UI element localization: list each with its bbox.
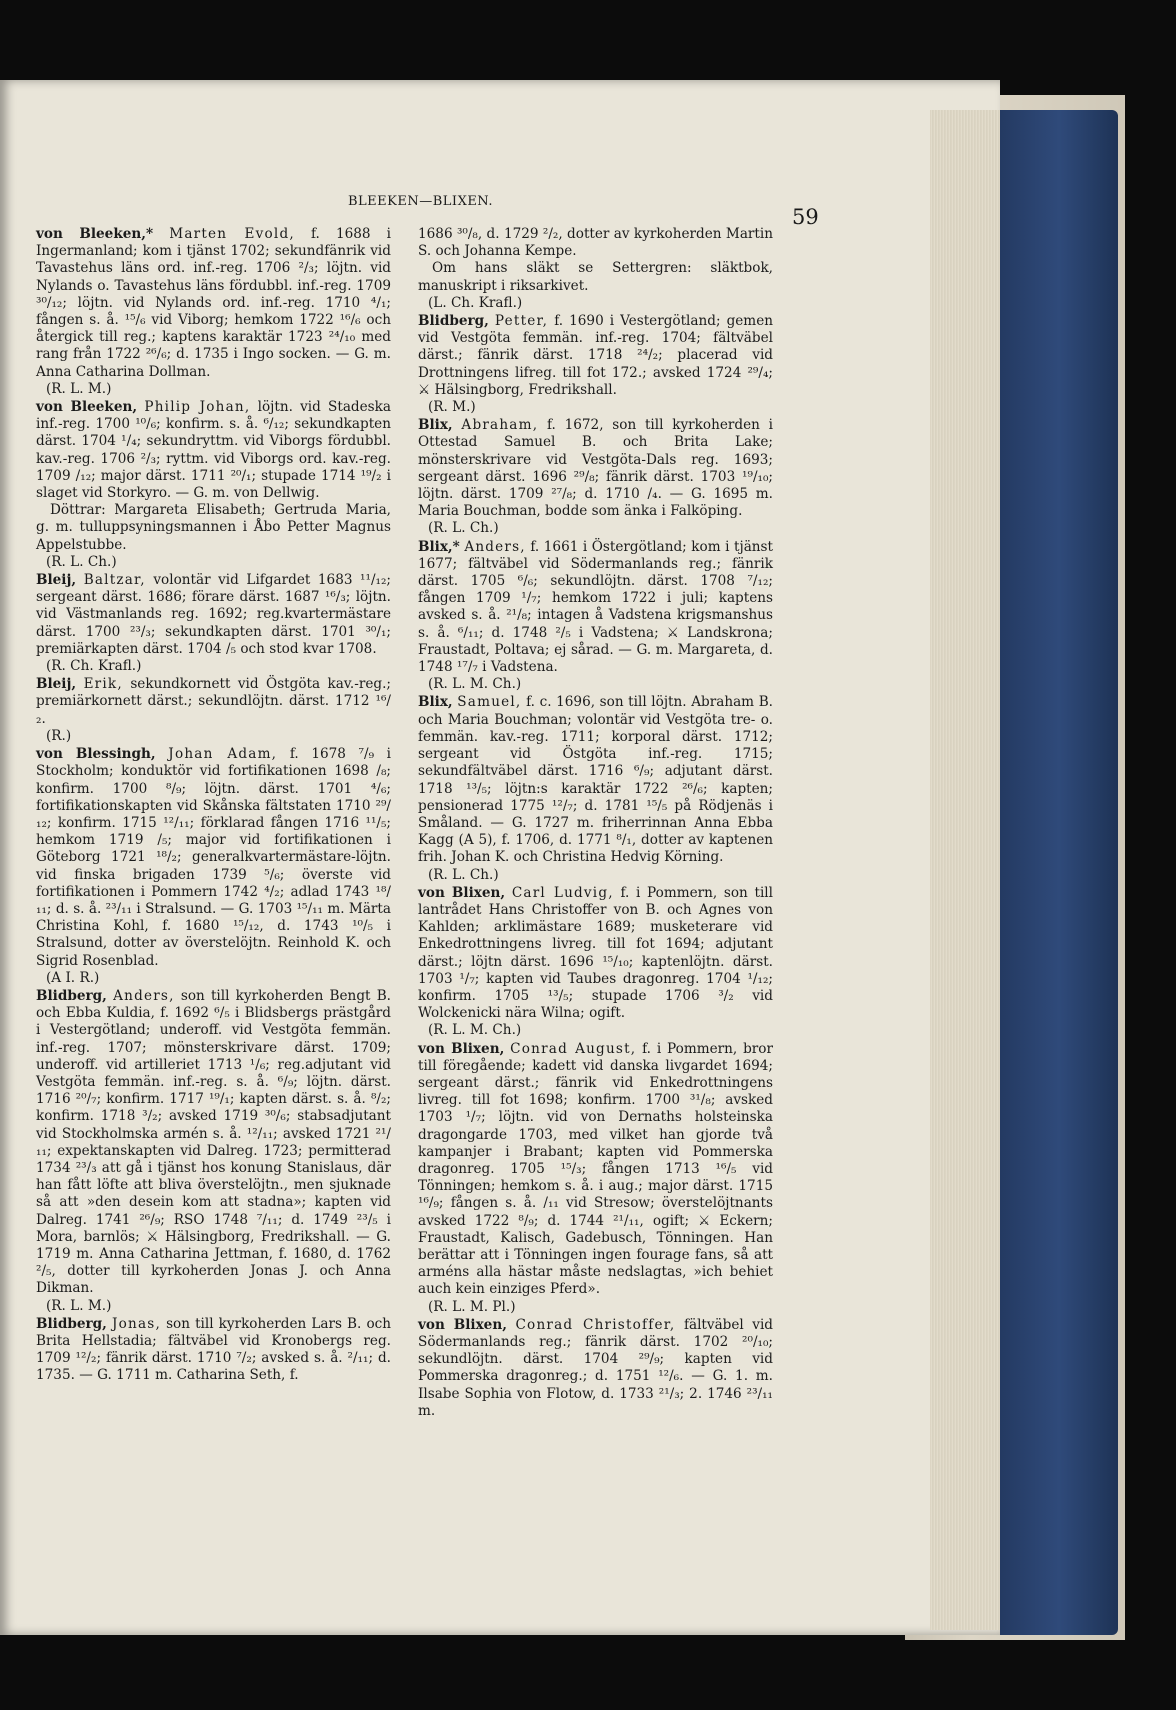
biography-entry xyxy=(418,1041,773,1316)
entry-paragraph xyxy=(418,694,773,866)
entry-text: volontär vid Lifgardet 1683 ¹¹/₁₂; sergeant därst. 1686; förare därst. 1687 ¹⁶/₃; löjtn. vid Västmanlands reg. 1692; reg.kvartermästare därst. 1700 ²³/₃; sekundkapten därst. 1701 ³⁰/₁; premiärkapten därst. 1704 /₅ och stod kvar 1708. xyxy=(36,572,391,657)
entry-source: (R. L. M. Ch.) xyxy=(428,1022,522,1039)
entry-paragraph xyxy=(418,226,773,260)
entry-paragraph xyxy=(418,539,773,677)
entry-text: f. 1678 ⁷/₉ i Stockholm; konduktör vid fortifikationen 1698 /₈; konfirm. 1700 ⁸/₉; löjtn. därst. 1701 ⁴/₆; fortifikationskapten vid Skånska fältstaten 1710 ²⁹/₁₂; konfirm. 1715 ¹²/₁₁; förklarad fången 1716 ¹¹/₅; hemkom 1719 /₅; major vid fortifikationen i Göteborg 1721 ¹⁸/₂; generalkvartermästare-löjtn. vid finska brigaden 1739 ⁵/₆; överste vid fortifikationen i Pommern 1742 ⁴/₂; adlad 1743 ¹⁸/₁₁; d. s. å. ²³/₁₁ i Stralsund. — G. 1703 ¹⁵/₁₁ m. Märta Christina Kohl, f. 1680 ¹⁵/₁₂, d. 1743 ¹⁰/₅ i Stralsund, dotter av överstelöjtn. Reinhold K. och Sigrid Rosenblad. xyxy=(36,746,391,969)
biography-entry xyxy=(36,1316,391,1385)
entry-given-names: Petter, xyxy=(494,313,549,330)
entry-source: (R.) xyxy=(46,727,72,744)
biography-entry xyxy=(418,539,773,694)
entry-text: 1686 ³⁰/₈, d. 1729 ²/₂, dotter av kyrkoherden Martin S. och Johanna Kempe. xyxy=(418,226,773,260)
biography-entry xyxy=(36,572,391,675)
book-cover xyxy=(1000,110,1118,1635)
entry-headword: von Blixen, xyxy=(418,884,506,901)
entry-given-names: Anders, xyxy=(113,987,175,1004)
entry-text: sekundkornett vid Östgöta kav.-reg.; premiärkornett därst.; sekundlöjtn. därst. 1712 ¹⁶/₂. xyxy=(36,676,391,727)
entry-given-names: Conrad Christoffer, xyxy=(515,1316,676,1333)
biography-entry xyxy=(36,399,391,571)
entry-paragraph xyxy=(418,1317,773,1420)
entry-source: (R. L. M.) xyxy=(46,380,112,397)
left-column xyxy=(36,226,391,1385)
entry-source: (R. L. Ch.) xyxy=(46,553,117,570)
entry-paragraph xyxy=(36,1316,391,1385)
entry-headword: von Blixen, xyxy=(418,1040,505,1057)
entry-given-names: Marten Evold, xyxy=(169,226,295,242)
entry-headword: Blidberg, xyxy=(418,313,489,330)
biography-entry xyxy=(418,1317,773,1420)
entry-headword: von Blessingh, xyxy=(36,746,156,763)
entry-paragraph xyxy=(36,399,391,502)
entry-given-names: Carl Ludvig, xyxy=(511,884,614,901)
entry-source: (R. L. M.) xyxy=(46,1297,112,1314)
entry-source: (R. L. Ch.) xyxy=(428,520,499,537)
entry-source: (R. L. Ch.) xyxy=(428,866,499,883)
entry-headword: Blix, xyxy=(418,417,453,434)
entry-given-names: Erik, xyxy=(83,676,123,693)
entry-paragraph xyxy=(36,676,391,728)
entry-given-names: Philip Johan, xyxy=(144,399,251,416)
entry-given-names: Abraham, xyxy=(461,417,539,434)
entry-headword: von Blixen, xyxy=(418,1316,507,1333)
entry-given-names: Baltzar, xyxy=(83,572,146,589)
right-column xyxy=(418,226,773,1420)
entry-paragraph xyxy=(418,313,773,399)
entry-headword: Bleij, xyxy=(36,676,77,693)
entry-headword: von Bleeken, xyxy=(36,399,138,416)
entry-paragraph xyxy=(418,260,773,294)
entry-text: f. c. 1696, son till löjtn. Abraham B. och Maria Bouchman; volontär vid Vestgöta tre- o. femmän. kav.-reg. 1711; korporal därst. 1712; sergeant vid Östgöta inf.-reg. 1715; sekundfältväbel därst. 1716 ⁶/₉; adjutant därst. 1718 ¹³/₅; löjtn:s karaktär 1722 ²⁶/₆; kapten; pensionerad 1775 ¹²/₇; d. 1781 ¹⁵/₅ på Rödjenäs i Småland. — G. 1727 m. friherrinnan Anna Ebba Kagg (A 5), f. 1706, d. 1771 ⁸/₁, dotter av kaptenen frih. Johan K. och Christina Hedvig Körning. xyxy=(418,694,774,866)
entry-given-names: Johan Adam, xyxy=(168,746,278,763)
biography-entry xyxy=(36,676,391,745)
entry-headword: Blidberg, xyxy=(36,1315,107,1332)
page-edges xyxy=(930,110,1000,1630)
entry-text: f. 1690 i Vestergötland; gemen vid Vestgöta femmän. inf.-reg. 1704; fältväbel därst.; fänrik därst. 1718 ²⁴/₂; placerad vid Drottningens lifreg. till fot 172.; avsked 1724 ²⁹/₄; ⚔ Hälsingborg, Fredrikshall. xyxy=(418,313,773,398)
biography-entry xyxy=(418,226,773,312)
biography-entry xyxy=(36,988,391,1315)
entry-headword: Blix,* xyxy=(418,538,460,555)
entry-source: (L. Ch. Krafl.) xyxy=(428,294,523,311)
entry-paragraph xyxy=(36,572,391,658)
entry-source: (R. L. M. Pl.) xyxy=(428,1298,516,1315)
entry-paragraph xyxy=(36,746,391,970)
page-number: 59 xyxy=(792,205,819,229)
entry-source: (R. M.) xyxy=(428,399,476,416)
entry-headword: Bleij, xyxy=(36,572,77,589)
biography-entry xyxy=(418,417,773,537)
entry-given-names: Samuel, xyxy=(457,694,522,711)
entry-text: f. i Pommern, son till lantrådet Hans Christoffer von B. och Agnes von Kahlden; arklimästare 1689; musketerare vid Enkedrottningens livreg. till fot 1694; adjutant därst.; löjtn därst. 1696 ¹⁵/₁₀; kaptenlöjtn. därst. 1703 ¹/₇; kapten vid Taubes dragonreg. 1704 ¹/₁₂; konfirm. 1705 ¹³/₅; stupade 1706 ³/₂ vid Wolckenicki nära Wilna; ogift. xyxy=(418,884,773,1022)
entry-given-names: Conrad August, xyxy=(510,1040,637,1057)
entry-paragraph xyxy=(418,1041,773,1299)
entry-text: f. 1672, son till kyrkoherden i Ottestad Samuel B. och Brita Lake; mönsterskrivare vid Vestgöta-Dals reg. 1693; sergeant därst. 1696 ²⁹/₈; fänrik därst. 1703 ¹⁹/₁₀; löjtn. därst. 1709 ²⁷/₈; d. 1710 /₄. — G. 1695 m. Maria Bouchman, bodde som änka i Falköping. xyxy=(418,417,773,520)
biography-entry xyxy=(418,313,773,416)
entry-paragraph xyxy=(36,988,391,1298)
entry-headword: von Bleeken,* xyxy=(36,226,154,242)
entry-paragraph xyxy=(418,885,773,1023)
entry-text: Döttrar: Margareta Elisabeth; Gertruda Maria, g. m. tulluppsyningsmannen i Åbo Petter Magnus Appelstubbe. xyxy=(36,502,391,553)
entry-given-names: Jonas, xyxy=(111,1315,161,1332)
entry-given-names: Anders, xyxy=(464,538,526,555)
entry-paragraph xyxy=(418,417,773,520)
biography-entry xyxy=(418,694,773,883)
entry-text: fältväbel vid Södermanlands reg.; fänrik därst. 1702 ²⁰/₁₀; sekundlöjtn. därst. 1704 ²⁹/₉; kapten vid Pommerska dragonreg.; d. 1751 ¹²/₆. — G. 1. m. Ilsabe Sophia von Flotow, d. 1733 ²¹/₃; 2. 1746 ²³/₁₁ m. xyxy=(418,1316,773,1419)
biography-entry xyxy=(36,746,391,987)
entry-text: son till kyrkoherden Lars B. och Brita Hellstadia; fältväbel vid Kronobergs reg. 1709 ¹²/₂; fänrik därst. 1710 ⁷/₂; avsked s. å. ²/₁₁; d. 1735. — G. 1711 m. Catharina Seth, f. xyxy=(36,1315,392,1384)
entry-text: löjtn. vid Stadeska inf.-reg. 1700 ¹⁰/₆; konfirm. s. å. ⁶/₁₂; sekundkapten därst. 1704 ¹/₄; sekundryttm. vid Viborgs fördubbl. kav.-reg. 1706 ²/₃; ryttm. vid Viborgs ord. kav.-reg. 1709 /₁₂; major därst. 1711 ²⁰/₁; stupade 1714 ¹⁹/₂ i slaget vid Storkyro. — G. m. von Dellwig. xyxy=(36,399,392,502)
entry-headword: Blix, xyxy=(418,694,453,711)
running-head: BLEEKEN—BLIXEN. xyxy=(348,194,493,209)
biography-entry xyxy=(36,226,391,398)
entry-text: f. 1688 i Ingermanland; kom i tjänst 1702; sekundfänrik vid Tavastehus läns ord. inf.-reg. 1706 ²/₃; löjtn. vid Nylands o. Tavastehus läns fördubbl. inf.-reg. 1709 ³⁰/₁₂; löjtn. vid Nylands ord. inf.-reg. 1710 ⁴/₁; fången s. å. ¹⁵/₆ vid Viborg; hemkom 1722 ¹⁶/₆ och återgick till reg.; kaptens karaktär 1723 ²⁴/₁₀ med rang från 1722 ²⁶/₆; d. 1735 i Ingo socken. — G. m. Anna Catharina Dollman. xyxy=(36,226,391,380)
entry-text: son till kyrkoherden Bengt B. och Ebba Kuldia, f. 1692 ⁶/₅ i Blidsbergs prästgård i Vestergötland; underoff. vid Vestgöta femmän. inf.-reg. 1707; mönsterskrivare därst. 1709; underoff. vid artilleriet 1713 ¹/₆; reg.adjutant vid Vestgöta femmän. inf.-reg. s. å. ⁶/₉; löjtn. därst. 1716 ²⁰/₇; konfirm. 1717 ¹⁹/₁; kapten därst. s. å. ⁸/₂; konfirm. 1718 ³/₂; avsked 1719 ³⁰/₆; stabsadjutant vid Stockholmska armén s. å. ¹²/₁₁; avsked 1721 ²¹/₁₁; expektanskapten vid Dalreg. 1723; permitterad 1734 ²³/₃ att gå i tjänst hos konung Stanislaus, där han fått löfte att bliva överstelöjtn., men sjuknade så att »den desein kom att stadna»; kapten vid Dalreg. 1741 ²⁶/₉; RSO 1748 ⁷/₁₁; d. 1749 ²³/₅ i Mora, barnlös; ⚔ Hälsingborg, Fredrikshall. — G. 1719 m. Anna Catharina Jettman, f. 1680, d. 1762 ²/₅, dotter till kyrkoherden Jonas J. och Anna Dikman. xyxy=(36,987,392,1297)
entry-source: (A I. R.) xyxy=(46,969,100,986)
entry-paragraph xyxy=(36,502,391,554)
entry-headword: Blidberg, xyxy=(36,987,107,1004)
entry-text: Om hans släkt se Settergren: släktbok, manuskript i riksarkivet. xyxy=(418,260,773,294)
entry-text: f. 1661 i Östergötland; kom i tjänst 1677; fältväbel vid Södermanlands reg.; fänrik därst. 1705 ⁶/₆; sekundlöjtn. därst. 1708 ⁷/₁₂; fången 1709 ¹/₇; hemkom 1722 i juli; kaptens avsked s. å. ²¹/₈; intagen å Vadstena krigsmanshus s. å. ⁶/₁₁; d. 1748 ²/₅ i Vadstena; ⚔ Landskrona; Fraustadt, Poltava; ej sårad. — G. m. Margareta, d. 1748 ¹⁷/₇ i Vadstena. xyxy=(418,538,773,676)
entry-paragraph xyxy=(36,226,391,381)
entry-text: f. i Pommern, bror till föregående; kadett vid danska livgardet 1694; sergeant därst.; fänrik vid Enkedrottningens livreg. till fot 1698; konfirm. 1700 ³¹/₈; avsked 1703 ¹/₇; löjtn. vid von Dernaths holsteinska dragongarde 1703, med vilket han gjorde två kampanjer i Brabant; kapten vid Pommerska dragonreg. 1705 ¹⁵/₃; fången 1713 ¹⁶/₅ vid Tönningen; hemkom s. å. i aug.; major därst. 1715 ¹⁶/₉; fången s. å. /₁₁ vid Stresow; överstelöjtnants avsked 1722 ⁸/₉; d. 1744 ²¹/₁₁, ogift; ⚔ Eckern; Fraustadt, Kalisch, Gadebusch, Tönningen. Han berättar att i Tönningen ingen fourage fans, så att arméns alla hästar måste nedslagtas, »ich behiet auch kein einziges Pferd». xyxy=(418,1040,773,1298)
entry-source: (R. Ch. Krafl.) xyxy=(46,658,142,675)
entry-source: (R. L. M. Ch.) xyxy=(428,676,522,693)
biography-entry xyxy=(418,885,773,1040)
